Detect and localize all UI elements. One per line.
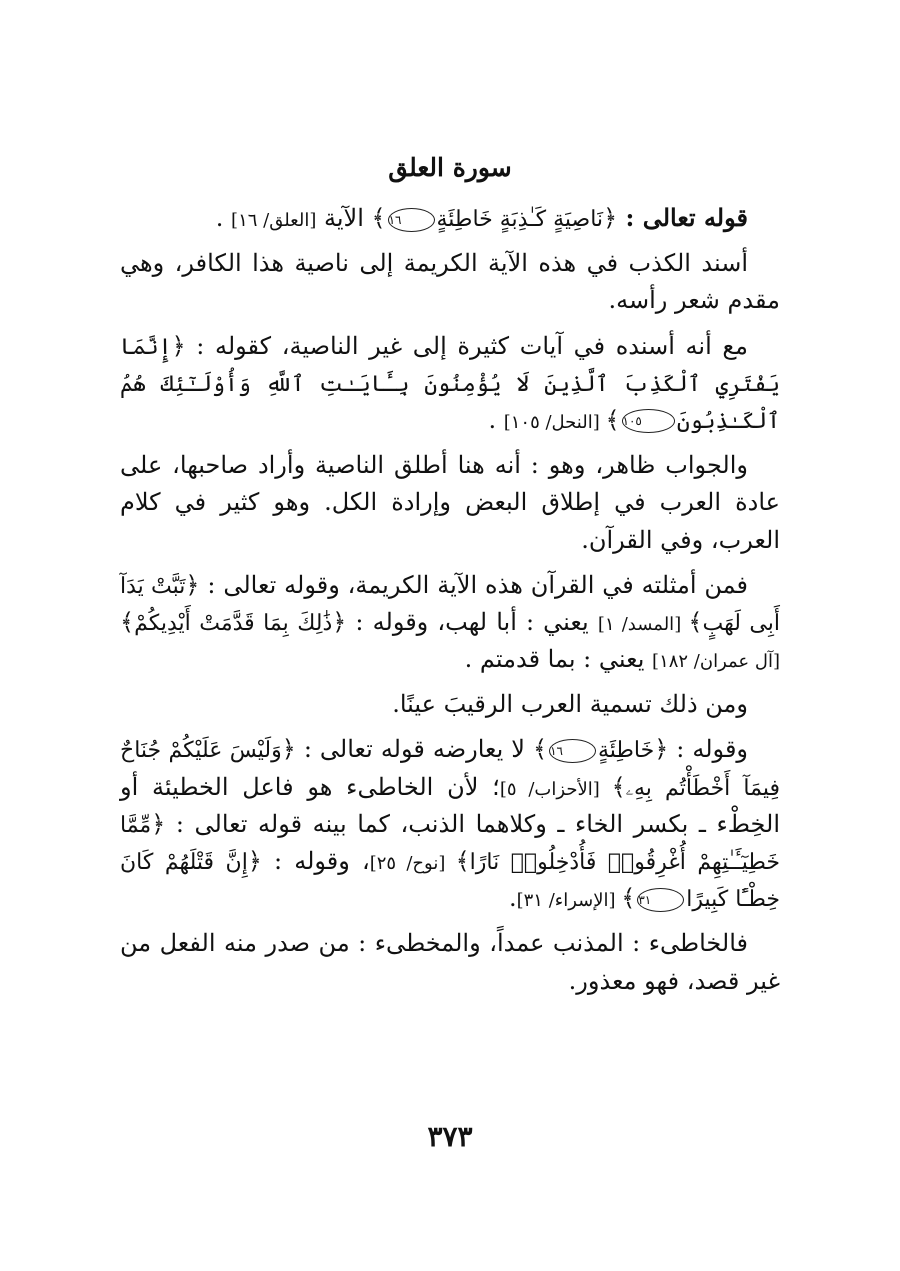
ayah-number-marker: ١٠٥	[622, 409, 675, 433]
text-fragment: لا يعارضه قوله تعالى :	[295, 735, 533, 764]
text-fragment: الآية	[316, 204, 372, 232]
verse-close-bracket: ﴾	[611, 772, 626, 801]
paragraph-1	[120, 199, 780, 237]
ayah-number-marker: ٣١	[637, 888, 684, 912]
text-fragment: فمن أمثلته في القرآن هذه الآية الكريمة، وقوله تعالى :	[199, 570, 749, 599]
verse-open-bracket: ﴿	[603, 204, 618, 232]
verse-open-bracket: ﴿	[247, 847, 262, 875]
verse-close-bracket: ﴾	[621, 884, 636, 913]
verse-close-bracket: ﴾	[533, 735, 548, 764]
verse-close-bracket: ﴾	[371, 204, 386, 232]
quran-verse: تَبَّتْ يَدَآ أَبِى لَهَبٍ	[120, 573, 780, 636]
text-fragment: ، وقوله :	[261, 847, 370, 875]
text-fragment: .	[508, 884, 517, 913]
verse-reference: [الإسراء/ ٣١]	[516, 890, 622, 912]
paragraph-7	[120, 731, 780, 917]
paragraph-3	[120, 328, 780, 440]
page-body	[120, 150, 780, 1008]
verse-open-bracket: ﴿	[185, 570, 200, 599]
quran-verse: نَاصِيَةٍ كَـٰذِبَةٍ خَاطِئَةٍ	[436, 207, 604, 232]
verse-close-bracket: ﴾	[455, 847, 470, 875]
verse-close-bracket: ﴾	[688, 607, 703, 636]
verse-reference: [آل عمران/ ١٨٢]	[652, 651, 780, 673]
paragraph-6: ومن ذلك تسمية العرب الرقيبَ عينًا.	[392, 690, 748, 719]
text-fragment: يعني : بما قدمتم	[479, 645, 653, 674]
text-fragment: مع أنه أسنده في آيات كثيرة إلى غير الناصية، كقوله :	[185, 331, 748, 360]
verse-reference: [الأحزاب/ ٥]	[499, 778, 612, 800]
verse-open-bracket: ﴿	[654, 735, 669, 764]
quran-verse: إِنَّمَا يَفْتَرِي ٱلْكَذِبَ ٱلَّذِينَ لَا يُؤْمِنُونَ بِـَٔايَـٰتِ ٱللَّهِ وَأُوْلَـٰٓئِكَ هُمُ ٱلْكَـٰذِبُونَ	[120, 334, 780, 434]
verse-open-bracket: ﴿	[151, 809, 166, 838]
verse-reference: [نوح/ ٢٥]	[369, 853, 456, 874]
ayah-number-marker: ١٦	[388, 208, 435, 232]
verse-open-bracket: ﴿	[332, 607, 347, 636]
quran-verse: وَلَيْسَ عَلَيْكُمْ جُنَاحٌ فِيمَآ أَخْطَأْتُم بِهِۦ	[120, 738, 780, 801]
verse-reference: [المسد/ ١]	[597, 613, 689, 635]
paragraph-4: والجواب ظاهر، وهو : أنه هنا أطلق الناصية وأراد صاحبها، على عادة العرب في إطلاق البعض وإرادة الكل. وهو كثير في كلام العرب، وفي القرآن.	[120, 451, 780, 554]
verse-reference: [العلق/ ١٦]	[231, 210, 317, 231]
verse-open-bracket: ﴿	[281, 735, 296, 764]
text-fragment: .	[215, 204, 232, 232]
paragraph-2: أسند الكذب في هذه الآية الكريمة إلى ناصية هذا الكافر، وهي مقدم شعر رأسه.	[120, 249, 780, 315]
ayah-number-marker: ١٦	[549, 739, 596, 763]
verse-close-bracket: ﴾	[120, 607, 135, 636]
quran-verse: خَاطِئَةٍ	[597, 738, 655, 764]
quran-verse: مِّمَّا خَطِيٓـَٔـٰتِهِمْ أُغْرِقُوا۟ فَأُدْخِلُوا۟ نَارًا	[120, 812, 780, 875]
verse-open-bracket: ﴿	[171, 331, 186, 360]
surah-title: سورة العلق	[388, 153, 512, 182]
paragraph-8: فالخاطىء : المذنب عمداً، والمخطىء : من صدر منه الفعل من غير قصد، فهو معذور.	[120, 929, 780, 995]
text-fragment: وقوله :	[668, 735, 749, 764]
text-fragment: ؛ لأن الخاطىء هو فاعل الخطيئة أو الخِطْء ـ بكسر الخاء ـ وكلاهما الذنب، كما بينه قوله تعالى :	[120, 772, 780, 838]
verse-close-bracket: ﴾	[605, 405, 620, 434]
page-number: ٣٧٣	[427, 1120, 473, 1153]
verse-reference: [النحل/ ١٠٥]	[503, 411, 606, 433]
lead-phrase: قوله تعالى :	[617, 203, 748, 232]
quran-verse: إِنَّ قَتْلَهُمْ كَانَ خِطْـًٔا كَبِيرًا	[120, 850, 780, 913]
text-fragment: .	[464, 645, 480, 674]
quran-verse: ذَٰلِكَ بِمَا قَدَّمَتْ أَيْدِيكُمْ	[134, 610, 333, 636]
paragraph-5	[120, 567, 780, 679]
text-fragment: يعني : أبا لهب، وقوله :	[346, 607, 598, 636]
text-fragment: .	[488, 405, 504, 434]
